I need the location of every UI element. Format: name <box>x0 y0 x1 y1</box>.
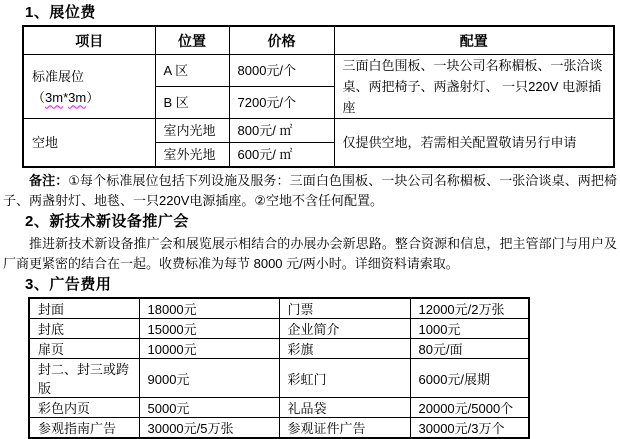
ad-item: 扉页 <box>29 339 139 359</box>
ad-item: 封底 <box>29 319 139 339</box>
ad-item: 参观指南广告 <box>29 418 139 439</box>
booth-fee-table <box>22 25 615 168</box>
cell-zone-a: A 区 <box>155 55 229 87</box>
ad-price: 80元/面 <box>410 339 529 359</box>
ad-item: 彩色内页 <box>29 398 139 418</box>
note-body: ①每个标准展位包括下列设施及服务：三面白色围板、一块公司名称楣板、一张洽谈桌、两把椅子、两盏射灯、地毯、一只220V电源插座。②空地不含任何配置。 <box>3 173 617 208</box>
booth-table-header-row <box>23 26 614 55</box>
cell-open-space-name: 空地 <box>23 119 155 168</box>
header-config: 配置 <box>334 26 614 55</box>
booth-name-prefix: 标准展位（ <box>32 68 85 105</box>
ad-table-row <box>29 298 529 319</box>
booth-name-star: * <box>63 89 69 105</box>
ad-price: 20000元/5000个 <box>410 398 529 418</box>
cell-zone-outdoor: 室外光地 <box>155 143 229 168</box>
note-label: 备注： <box>29 173 69 188</box>
ad-price: 1000元 <box>410 319 529 339</box>
section3-heading: 3、广告费用 <box>25 276 112 293</box>
ad-item: 彩旗 <box>279 339 410 359</box>
cell-price-indoor: 800元/ ㎡ <box>229 119 334 143</box>
table-row-space-indoor <box>23 119 614 143</box>
table-row-standard-a <box>23 55 614 87</box>
ad-price: 10000元 <box>139 339 279 359</box>
section1-heading: 1、展位费 <box>25 4 96 21</box>
ad-price: 9000元 <box>139 359 279 398</box>
ad-price: 12000元/2万张 <box>410 298 529 319</box>
section2-heading: 2、新技术新设备推广会 <box>25 213 189 230</box>
ad-item: 礼品袋 <box>279 398 410 418</box>
ad-item: 封面 <box>29 298 139 319</box>
booth-name-suffix: ） <box>86 89 100 105</box>
promotion-paragraph: 推进新技术新设备推广会和展览展示相结合的办展办会新思路。整合资源和信息，把主管部门与用户及厂商更紧密的结合在一起。收费标准为每节 8000 元/两小时。详细资料请索取。 <box>3 236 617 271</box>
cell-zone-b: B 区 <box>155 87 229 119</box>
spellcheck-underline: 3m <box>45 89 64 105</box>
ad-price: 18000元 <box>139 298 279 319</box>
ad-price: 15000元 <box>139 319 279 339</box>
ad-item: 企业简介 <box>279 319 410 339</box>
ad-table-row <box>29 398 529 418</box>
cell-zone-indoor: 室内光地 <box>155 119 229 143</box>
ad-item: 参观证件广告 <box>279 418 410 439</box>
cell-standard-booth-name <box>23 55 155 119</box>
header-price: 价格 <box>229 26 334 55</box>
spellcheck-underline: 3m <box>68 89 87 105</box>
ad-fee-table <box>28 297 530 439</box>
ad-table-row <box>29 418 529 439</box>
booth-note <box>0 171 620 211</box>
cell-price-b: 7200元/个 <box>229 87 334 119</box>
ad-table-row <box>29 319 529 339</box>
cell-price-outdoor: 600元/ ㎡ <box>229 143 334 168</box>
header-location: 位置 <box>155 26 229 55</box>
ad-price: 30000元/5万张 <box>139 418 279 439</box>
ad-price: 6000元/展期 <box>410 359 529 398</box>
ad-table-row <box>29 359 529 398</box>
ad-price: 5000元 <box>139 398 279 418</box>
ad-item: 封二、封三或跨版 <box>29 359 139 398</box>
cell-open-space-config: 仅提供空地，若需相关配置敬请另行申请 <box>334 119 614 168</box>
cell-standard-config: 三面白色围板、一块公司名称楣板、一张洽谈桌、两把椅子、两盏射灯、 一只220V 电源插座 <box>334 55 614 119</box>
ad-price: 30000元/3万个 <box>410 418 529 439</box>
header-item: 项目 <box>23 26 155 55</box>
ad-item: 彩虹门 <box>279 359 410 398</box>
ad-table-row <box>29 339 529 359</box>
cell-price-a: 8000元/个 <box>229 55 334 87</box>
ad-item: 门票 <box>279 298 410 319</box>
